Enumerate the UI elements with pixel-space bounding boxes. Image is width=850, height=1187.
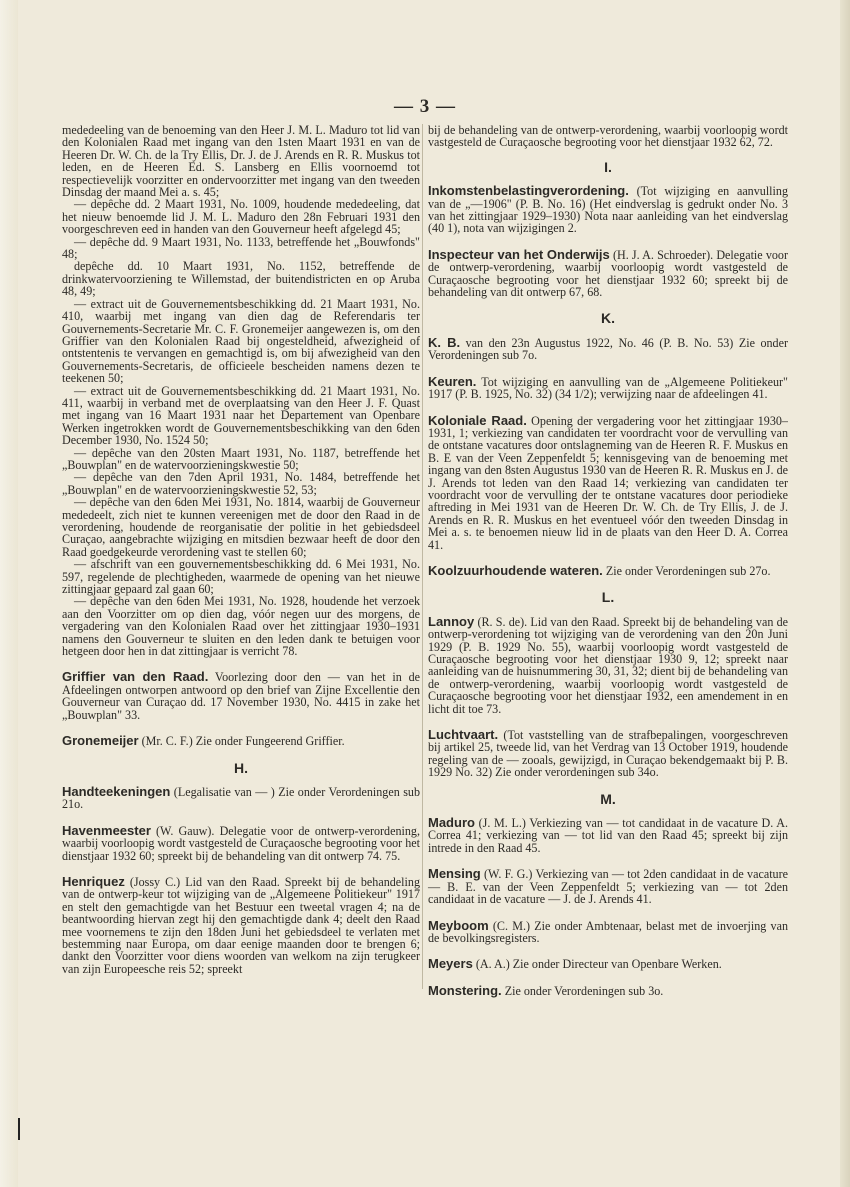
- entry-heading: Koolzuurhoudende wateren.: [428, 562, 603, 578]
- entry-text: Zie onder Verordeningen sub 27o.: [602, 563, 771, 578]
- section-letter: L.: [601, 589, 615, 606]
- index-entry: [428, 373, 788, 402]
- entry-text: (W. Gauw). Delegatie voor de ontwerp-verordening, waarbij voorloopig wordt vastgesteld de Curaçaosche begrooting voor het dienstjaar 1932 60; spreekt bij de behandeling van dit ontwerp 74. 75.: [62, 823, 421, 863]
- entry-heading: Monstering.: [428, 982, 502, 998]
- entry-heading: Maduro: [428, 815, 475, 831]
- entry-heading: Inkomstenbelastingverordening.: [428, 183, 629, 199]
- entry-text: Opening der vergadering voor het zittingjaar 1930–1931, 1; verkiezing van candidaten ter voordracht voor de vervulling van de ontstane vacatures door ontslagneming van de Heeren R. F. Muskus en B. E van der Veen Zeppenfeldt 5; kennisgeving van de benoeming met ingang van den 8sten Augustus 1930 van de Heeren R. R. Muskus en J. de J. Arends tot leden van den Raad 14; verkiezing van candidaten ter voordracht voor de vervulling der te ontstane vacatures door periodieke aftreding in Mei 1931 van de Heeren Dr. W. Ch. de Try Ellis, J. de J. Arends en R. R. Muskus en het eventueel vóór den tweeden Dinsdag in Mei a. s. te benoemen nieuw lid in de plaats van den Heer D. A. Correa 41.: [428, 413, 788, 552]
- page-number: — 3 —: [394, 96, 456, 117]
- margin-mark: [18, 1118, 20, 1140]
- section-letter: K.: [601, 310, 615, 327]
- index-entry: [428, 917, 788, 945]
- index-entry: [428, 412, 788, 552]
- index-entry: [428, 613, 788, 716]
- left-paragraph: — depêche dd. 2 Maart 1931, No. 1009, houdende mededeeling, dat het nieuw benoemde lid J. M. L. Maduro den 28n Februari 1931 den voorgeschreven eed in handen van den Gouverneur heeft afgelegd 45;: [62, 197, 420, 237]
- entry-text: (H. J. A. Schroeder). Delegatie voor de ontwerp-verordening, waarbij voorloopig wordt vastgesteld de Curaçaosche begrooting voor het dienstjaar 1932 60; spreekt bij de behandeling van dit ontwerp 67, 68.: [428, 247, 788, 300]
- left-paragraph: — depêche dd. 9 Maart 1931, No. 1133, betreffende het „Bouwfonds" 48;: [62, 234, 420, 262]
- entry-heading: Meyers: [428, 956, 473, 972]
- entry-heading: Koloniale Raad.: [428, 412, 527, 428]
- entry-text: (Tot wijziging en aanvulling van de „—1906" (P. B. No. 16) (Het eindverslag is gedrukt onder No. 3 van het zittingjaar 1929–1930) Nota naar aanleiding van het eindverslag (40 1), nota van wijzigingen 2.: [428, 184, 788, 236]
- index-entry: [428, 334, 788, 363]
- entry-text: van den 23n Augustus 1922, No. 46 (P. B. No. 53) Zie onder Verordeningen sub 7o.: [428, 335, 788, 363]
- section-letter: I.: [604, 158, 612, 175]
- index-entry: [428, 246, 788, 300]
- entry-heading: Henriquez: [62, 873, 125, 889]
- right-paragraph: bij de behandeling van de ontwerp-verordening, waarbij voorloopig wordt vastgesteld de Curaçaosche begrooting voor het dienstjaar 1932 62, 72.: [428, 123, 788, 150]
- entry-heading: Meyboom: [428, 917, 489, 933]
- entry-text: (C. M.) Zie onder Ambtenaar, belast met de invoerjing van de bevolkingsregisters.: [428, 918, 788, 945]
- left-paragraph: — extract uit de Gouvernementsbeschikking dd. 21 Maart 1931, No. 411, waarbij in verband met de overplaatsing van den Heer J. F. Quast met ingang van 16 Maart 1931 naar het Departement van Openbare Werken ingetrokken wordt de Gouvernementsbeschikking van den 6den December 1930, No. 1524 50;: [62, 383, 420, 448]
- page-right-edge: [840, 0, 850, 1187]
- index-entry: [428, 982, 788, 998]
- entry-text: Zie onder Verordeningen sub 3o.: [501, 983, 664, 998]
- index-entry: [62, 783, 420, 812]
- left-column: [62, 124, 423, 989]
- entry-text: (Legalisatie van — ) Zie onder Verordeningen sub 21o.: [62, 784, 420, 812]
- index-entry: [428, 868, 788, 905]
- left-paragraph: — depêche van den 6den Mei 1931, No. 1928, houdende het verzoek aan den Voorzitter om op dien dag, vóór negen uur des morgens, de vergadering van den Kolonialen Raad over het zittingjaar 1930–1931 namens den Gouverneur te sluiten en den leden dank te betuigen voor hetgeen door hen in dat zittingjaar is verricht 78.: [62, 594, 420, 659]
- left-paragraph: mededeeling van de benoeming van den Heer J. M. L. Maduro tot lid van den Kolonialen Raad met ingang van den 1sten Maart 1931 en van de Heeren Dr. W. Ch. de la Try Ellis, Dr. J. de J. Arends en R. R. Muskus tot leden, en de Heeren Ed. S. Lansberg en Ellis voornoemd tot respectievelijk voorzitter en ondervoorzitter met ingang van den tweeden Dinsdag der maand Mei a. s. 45;: [62, 123, 420, 200]
- index-entry: [428, 185, 788, 235]
- left-paragraph: — depêche van den 20sten Maart 1931, No. 1187, betreffende het „Bouwplan" en de watervoorzieningskwestie 50;: [62, 445, 420, 472]
- entry-text: (W. F. G.) Verkiezing van — tot 2den candidaat in de vacature — B. E. van der Veen Zeppenfeldt 5; verkiezing van — tot 2den candidaat in de vacature — J. de J. Arends 41.: [428, 867, 788, 907]
- page-left-edge: [0, 0, 18, 1187]
- entry-heading: Mensing: [428, 866, 481, 882]
- entry-heading: Keuren.: [428, 373, 477, 389]
- entry-heading: Gronemeijer: [62, 733, 139, 749]
- left-paragraph: — depêche van den 6den Mei 1931, No. 1814, waarbij de Gouverneur mededeelt, zich niet te kunnen vereenigen met de door den Raad in de verordening, houdende de reorganisatie der politie in het gebiedsdeel Curaçao, aangebrachte wijziging en mitsdien bezwaar heeft de door den Raad goedgekeurde verordening vast te stellen 60;: [62, 495, 420, 559]
- index-entry: [62, 873, 420, 976]
- entry-heading: Luchtvaart.: [428, 727, 499, 743]
- index-entry: [62, 822, 421, 863]
- entry-heading: Griffier van den Raad.: [62, 669, 209, 685]
- index-entry: [428, 958, 788, 970]
- left-paragraph: depêche dd. 10 Maart 1931, No. 1152, betreffende de drinkwatervoorziening te Willemstad, der buitendistricten en op Aruba 48, 49;: [62, 259, 420, 299]
- index-entry: [428, 817, 788, 854]
- entry-text: (A. A.) Zie onder Directeur van Openbare Werken.: [472, 957, 722, 972]
- entry-heading: Inspecteur van het Onderwijs: [428, 246, 610, 262]
- entry-heading: Havenmeester: [62, 822, 151, 838]
- entry-text: (Tot vaststelling van de strafbepalingen, voorgeschreven bij artikel 25, tweede lid, van het Verdrag van 13 October 1919, houdende regeling van de — zooals, gewijzigd, in Curaçao bekendgemaakt bij P. B. 1929 No. 32) Zie onder verordeningen sub 34o.: [428, 728, 788, 780]
- right-column: [426, 124, 788, 1011]
- index-entry: [62, 671, 420, 721]
- left-paragraph: — afschrift van een gouvernementsbeschikking dd. 6 Mei 1931, No. 597, regelende de plechtigheden, waarmede de opening van het nieuwe zittingjaar gepaard zal gaan 60;: [62, 557, 420, 597]
- entry-heading: Lannoy: [428, 613, 475, 629]
- index-entry: [62, 735, 420, 747]
- entry-text: (Jossy C.) Lid van den Raad. Spreekt bij de behandeling van de ontwerp-keur tot wijziging van de „Algemeene Politiekeur" 1917 en stelt den gemachtigde van het Bestuur een tweetal vragen 4; na de beantwoording hiervan zegt hij den gemachtigde dank 4; deelt den Raad mee voornemens te zijn den 18den Juni het gebiedsdeel te verlaten met bestemming naar Europa, om daar eenige maanden door te brengen 6; dankt den Voorzitter voor diens woorden van welkom na zijn terugkeer van zijn Europeesche reis 52; spreekt: [62, 874, 420, 976]
- left-paragraph: — depêche van den 7den April 1931, No. 1484, betreffende het „Bouwplan" en de watervoorzieningskwestie 52, 53;: [62, 470, 420, 497]
- section-letter: H.: [234, 759, 248, 776]
- section-letter: M.: [600, 790, 616, 807]
- entry-heading: K. B.: [428, 334, 461, 350]
- entry-text: Voorlezing door den — van het in de Afdeelingen ontworpen antwoord op den brief van Zijne Excellentie den Gouverneur van Curaçao dd. 17 November 1930, No. 4415 in zake het „Bouwplan" 33.: [62, 670, 420, 722]
- entry-heading: Handteekeningen: [62, 783, 171, 799]
- entry-text: Tot wijziging en aanvulling van de „Algemeene Politiekeur" 1917 (P. B. 1925, No. 32) (34 1/2); verwijzing naar de afdeelingen 41.: [428, 374, 788, 402]
- index-entry: [428, 729, 788, 779]
- entry-text: (Mr. C. F.) Zie onder Fungeerend Griffier.: [138, 734, 345, 749]
- index-entry: [428, 562, 788, 578]
- entry-text: (J. M. L.) Verkiezing van — tot candidaat in de vacature D. A. Correa 41; verkiezing van — tot lid van den Raad 45; spreekt bij zijn intrede in den Raad 45.: [428, 816, 788, 855]
- left-paragraph: — extract uit de Gouvernementsbeschikking dd. 21 Maart 1931, No. 410, waarbij met ingang van dien dag de Referendaris ter Gouvernements-Secretarie Mr. C. F. Gronemeijer aangewezen is, om den Griffier van den Kolonialen Raad bij ongesteldheid, afwezigheid of ontstentenis te vervangen en gemachtigd is, om bij afwezigheid van den Gouvernements-Secretaris, de officieele bescheiden namens dezen te teekenen 50;: [62, 296, 420, 386]
- entry-text: (R. S. de). Lid van den Raad. Spreekt bij de behandeling van de ontwerp-verordening tot wijziging van de verordening van den 20n Juni 1929 (P. B. 1929 No. 55), waarbij voorloopig wordt vastgesteld de Curaçaosche begrooting voor het dienstjaar 1930 9, 12; spreekt naar aanleiding van de huisnummering 30, 31, 32; dient bij de behandeling van de ontwerp-verordening, waarbij voorloopig wordt vastgesteld de Curaçaosche begrooting voor het dienstjaar 1932, een amendement in en licht dit toe 73.: [428, 614, 788, 716]
